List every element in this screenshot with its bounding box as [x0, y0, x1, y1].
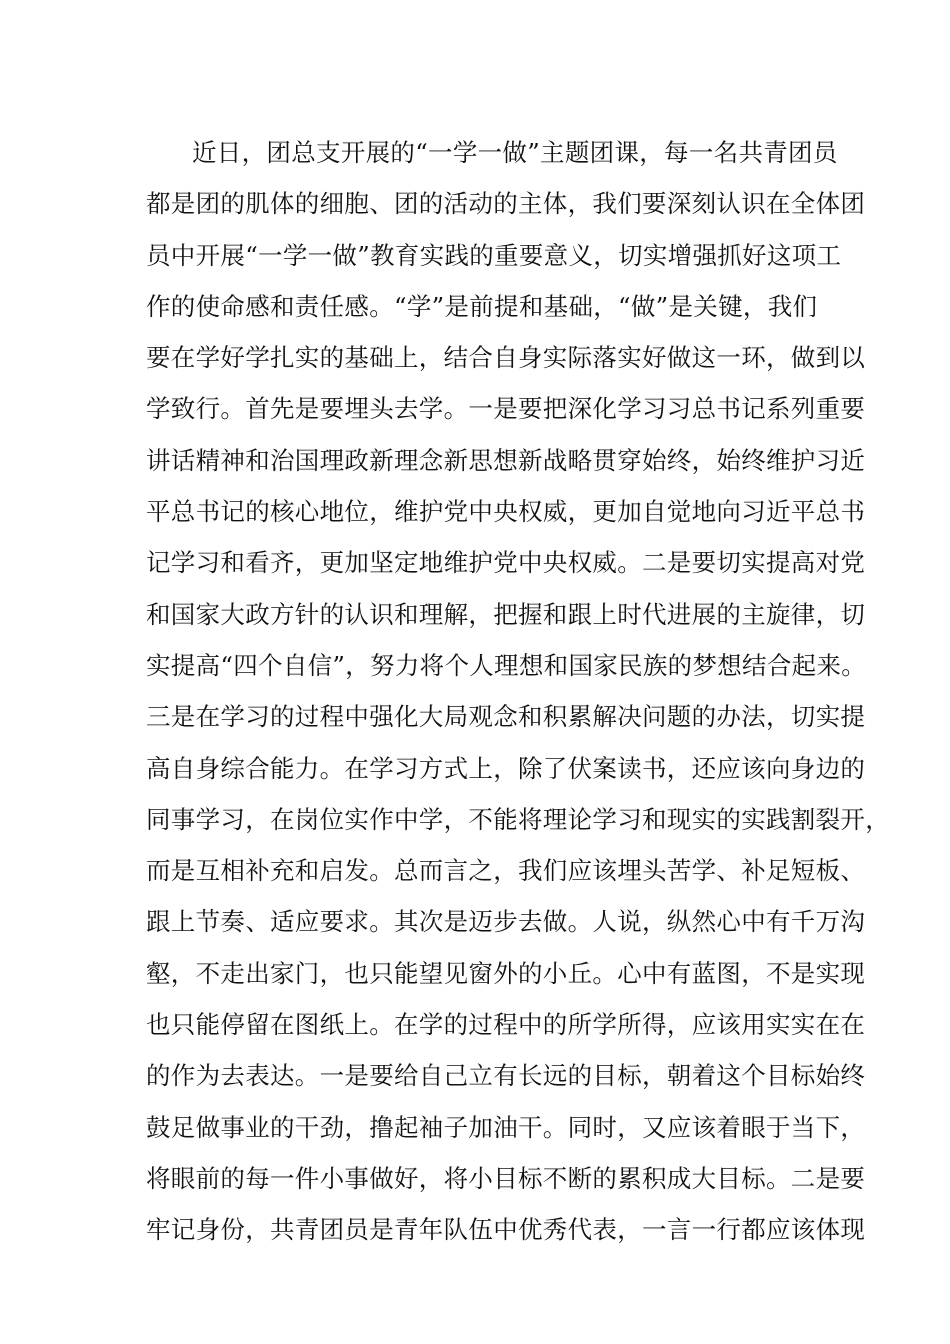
- text-line: 要在学好学扎实的基础上，结合自身实际落实好做这一环，做到以: [146, 343, 866, 373]
- text-line: 平总书记的核心地位，维护党中央权威，更加自觉地向习近平总书: [146, 497, 866, 527]
- text-line: 牢记身份，共青团员是青年队伍中优秀代表，一言一行都应该体现: [146, 1215, 866, 1245]
- body-paragraph: [146, 127, 890, 1256]
- text-line: 高自身综合能力。在学习方式上，除了伏案读书，还应该向身边的: [146, 753, 866, 783]
- text-line: 同事学习，在岗位实作中学，不能将理论学习和现实的实践割裂开，: [146, 804, 890, 834]
- text-line: 而是互相补充和启发。总而言之，我们应该埋头苦学、补足短板、: [146, 856, 866, 886]
- text-line: 学致行。首先是要埋头去学。一是要把深化学习习总书记系列重要: [146, 394, 866, 424]
- text-line: 实提高“四个自信”，努力将个人理想和国家民族的梦想结合起来。: [146, 650, 867, 680]
- text-line: 跟上节奏、适应要求。其次是迈步去做。人说，纵然心中有千万沟: [146, 907, 866, 937]
- text-line: 三是在学习的过程中强化大局观念和积累解决问题的办法，切实提: [146, 702, 866, 732]
- text-line: 记学习和看齐，更加坚定地维护党中央权威。二是要切实提高对党: [146, 548, 866, 578]
- text-line: 作的使命感和责任感。“学”是前提和基础，“做”是关键，我们: [146, 291, 818, 321]
- text-line: 员中开展“一学一做”教育实践的重要意义，切实增强抓好这项工: [146, 240, 842, 270]
- text-line: 壑，不走出家门，也只能望见窗外的小丘。心中有蓝图，不是实现: [146, 958, 866, 988]
- text-line: 都是团的肌体的细胞、团的活动的主体，我们要深刻认识在全体团: [146, 189, 866, 219]
- text-line: 也只能停留在图纸上。在学的过程中的所学所得，应该用实实在在: [146, 1010, 866, 1040]
- text-line: 和国家大政方针的认识和理解，把握和跟上时代进展的主旋律，切: [146, 599, 866, 629]
- text-line: 近日，团总支开展的“一学一做”主题团课，每一名共青团员: [192, 138, 838, 167]
- text-line: 的作为去表达。一是要给自己立有长远的目标，朝着这个目标始终: [146, 1061, 866, 1091]
- text-line: 鼓足做事业的干劲，撸起袖子加油干。同时，又应该着眼于当下，: [146, 1112, 866, 1142]
- text-line: 将眼前的每一件小事做好，将小目标不断的累积成大目标。二是要: [146, 1163, 866, 1193]
- text-line: 讲话精神和治国理政新理念新思想新战略贯穿始终，始终维护习近: [146, 445, 866, 475]
